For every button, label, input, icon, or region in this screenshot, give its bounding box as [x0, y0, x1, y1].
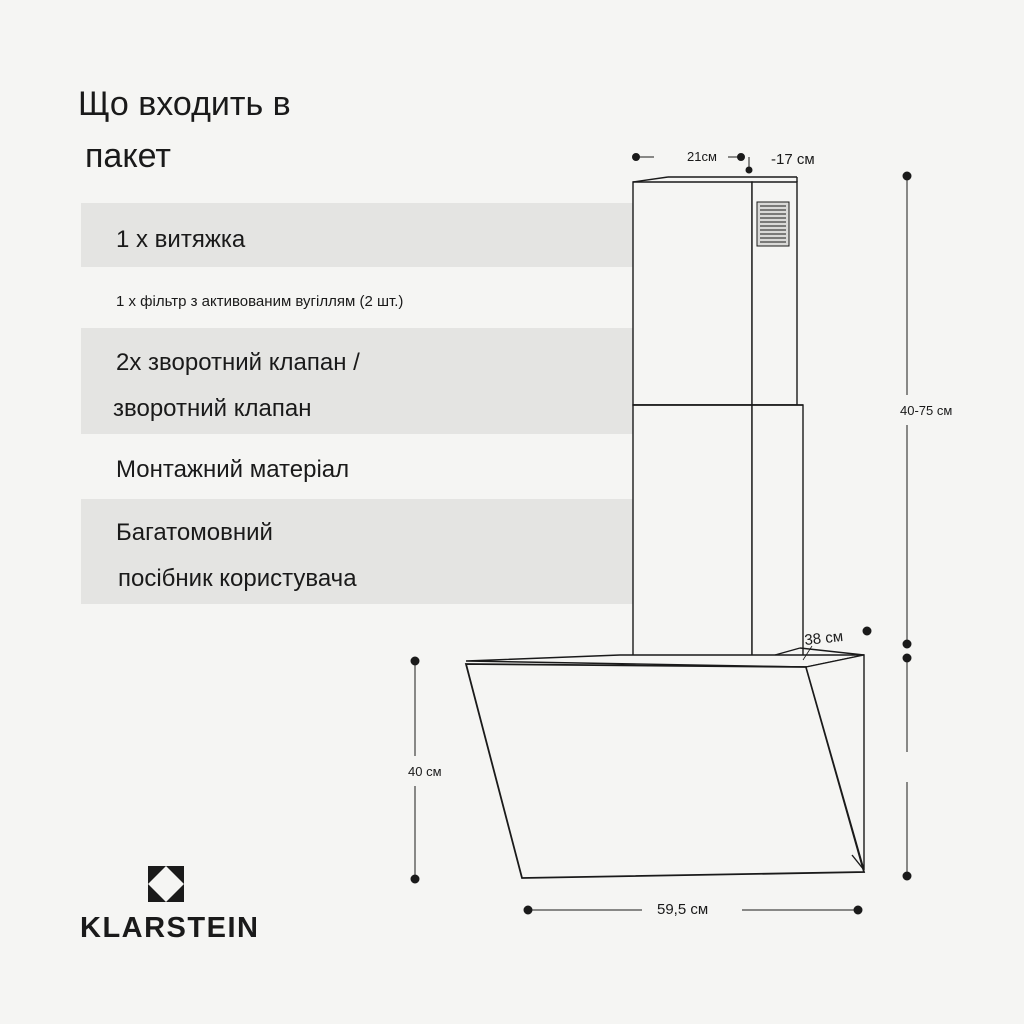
label-chimney-height: 40-75 см — [900, 403, 953, 418]
list-item-check-valve-line1: 2x зворотний клапан / — [116, 349, 360, 376]
list-item-filter: 1 x фільтр з активованим вугіллям (2 шт.) — [116, 293, 404, 310]
dim-hood-back-height — [903, 654, 911, 880]
hood-front-panel — [466, 664, 864, 878]
page-title-line2: пакет — [85, 137, 171, 175]
label-hood-width: 59,5 см — [657, 901, 709, 918]
page-title-line1: Що входить в — [78, 85, 291, 123]
vent-grille — [757, 202, 789, 246]
chimney-lower — [633, 405, 803, 660]
label-chimney-width: 21см — [687, 149, 717, 164]
label-chimney-depth: -17 см — [771, 151, 815, 168]
list-item-manual-line2: посібник користувача — [118, 565, 357, 592]
label-hood-depth: 38 см — [803, 628, 844, 649]
dim-chimney-depth — [746, 157, 752, 173]
list-item-hood: 1 x витяжка — [116, 226, 246, 253]
label-hood-front-height: 40 см — [408, 764, 442, 779]
list-item-check-valve-line2: зворотний клапан — [113, 395, 312, 422]
list-item-mounting: Монтажний матеріал — [116, 456, 350, 483]
list-item-manual-line1: Багатомовний — [116, 519, 273, 546]
brand-logo-icon — [148, 866, 184, 902]
brand-name: KLARSTEIN — [80, 912, 260, 944]
